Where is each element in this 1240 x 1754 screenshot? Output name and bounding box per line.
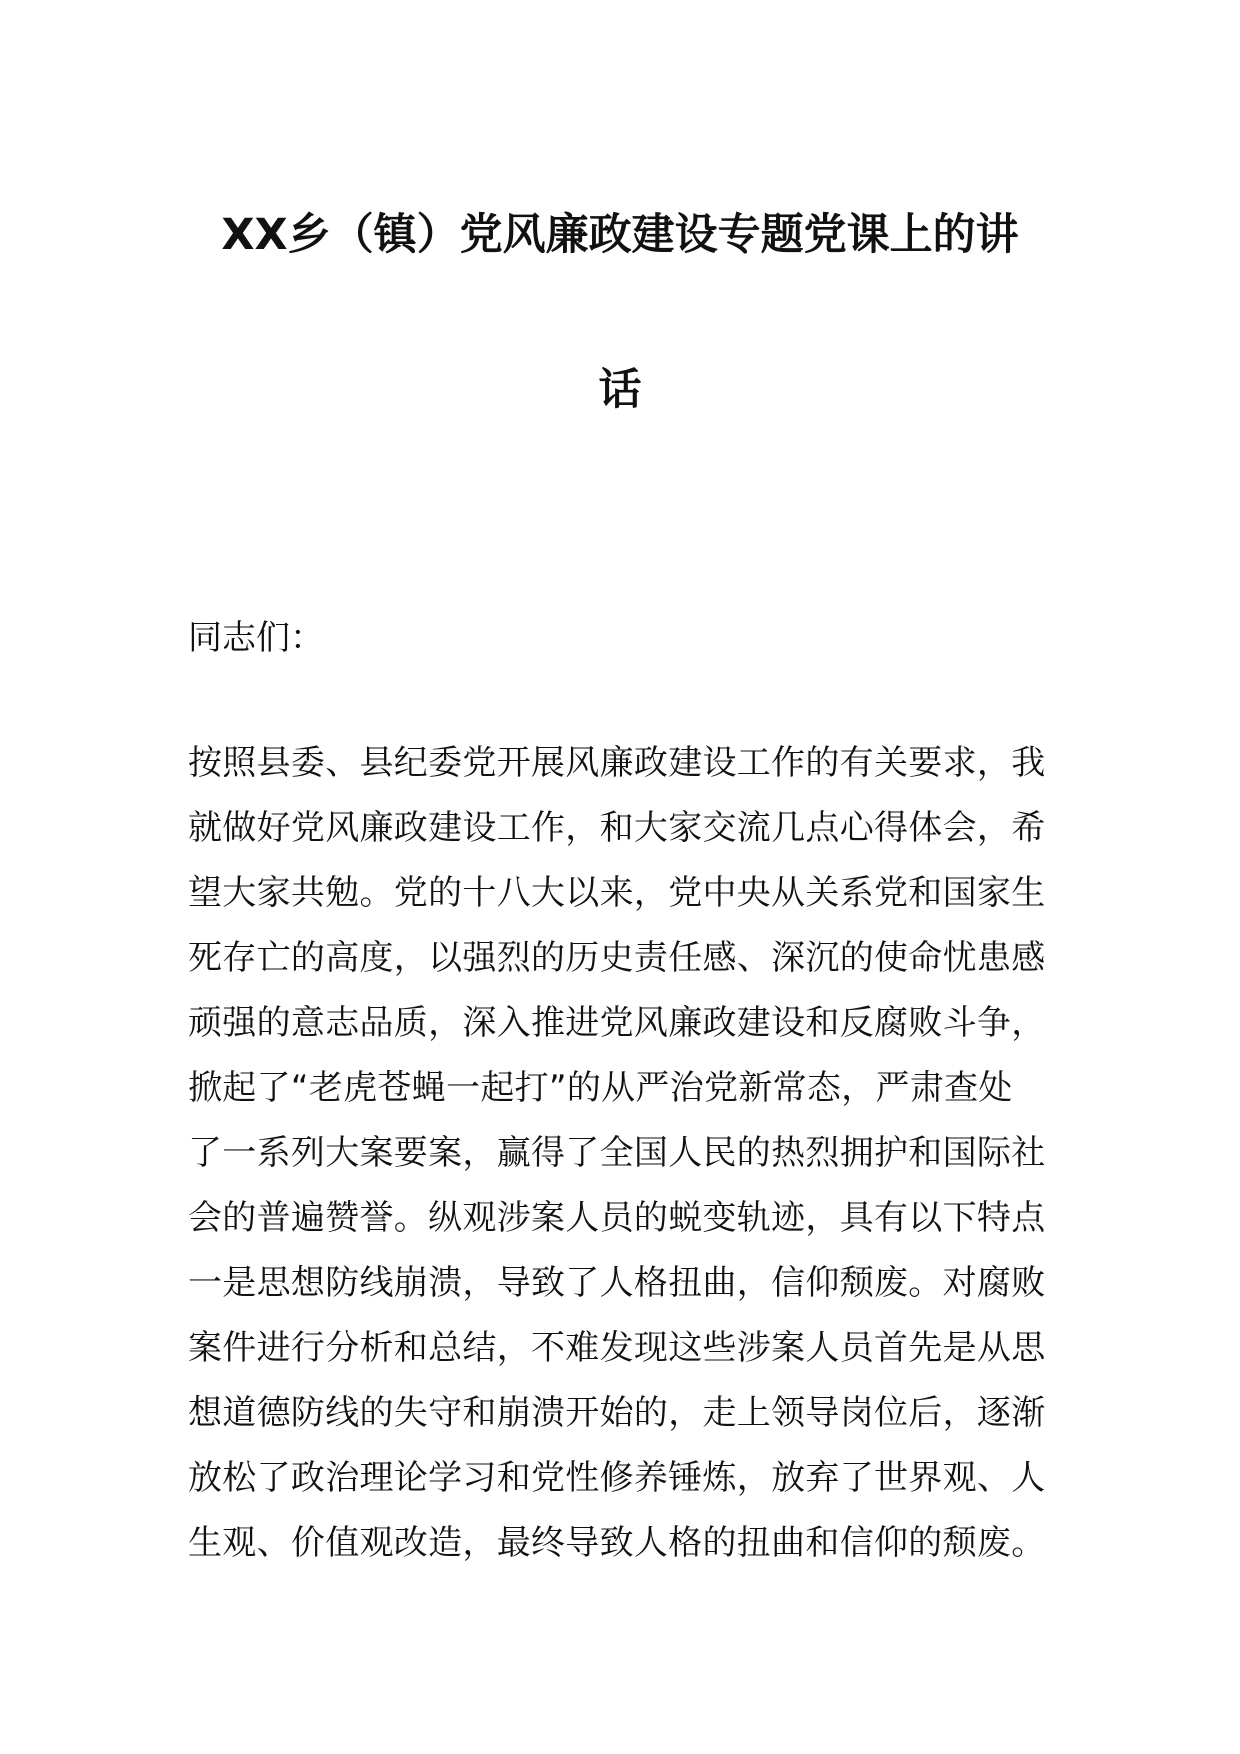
- body-line: 死存亡的高度，以强烈的历史责任感、深沉的使命忧患感: [188, 938, 1046, 978]
- document-title-continued: 话: [598, 365, 642, 415]
- body-line: 案件进行分析和总结，不难发现这些涉案人员首先是从思: [188, 1328, 1046, 1368]
- body-line: 按照县委、县纪委党开展风廉政建设工作的有关要求，我: [188, 743, 1046, 783]
- salutation: 同志们：: [188, 618, 324, 658]
- body-line: 掀起了“老虎苍蝇一起打”的从严治党新常态，严肃查处: [188, 1068, 1013, 1108]
- body-line: 望大家共勉。党的十八大以来，党中央从关系党和国家生: [188, 873, 1046, 913]
- body-line: 生观、价值观改造，最终导致人格的扭曲和信仰的颓废。: [188, 1523, 1046, 1563]
- body-line: 想道德防线的失守和崩溃开始的，走上领导岗位后，逐渐: [188, 1393, 1046, 1433]
- body-paragraph: [188, 740, 1068, 1585]
- body-line: 就做好党风廉政建设工作，和大家交流几点心得体会，希: [188, 808, 1046, 848]
- body-line: 了一系列大案要案，赢得了全国人民的热烈拥护和国际社: [188, 1133, 1046, 1173]
- document-title: XX乡（镇）党风廉政建设专题党课上的讲: [221, 210, 1019, 260]
- body-line: 一是思想防线崩溃，导致了人格扭曲，信仰颓废。对腐败: [188, 1263, 1046, 1303]
- body-line: 放松了政治理论学习和党性修养锤炼，放弃了世界观、人: [188, 1458, 1046, 1498]
- body-line: 会的普遍赞誉。纵观涉案人员的蜕变轨迹，具有以下特点: [188, 1198, 1046, 1238]
- body-line: 顽强的意志品质，深入推进党风廉政建设和反腐败斗争，: [188, 1003, 1046, 1043]
